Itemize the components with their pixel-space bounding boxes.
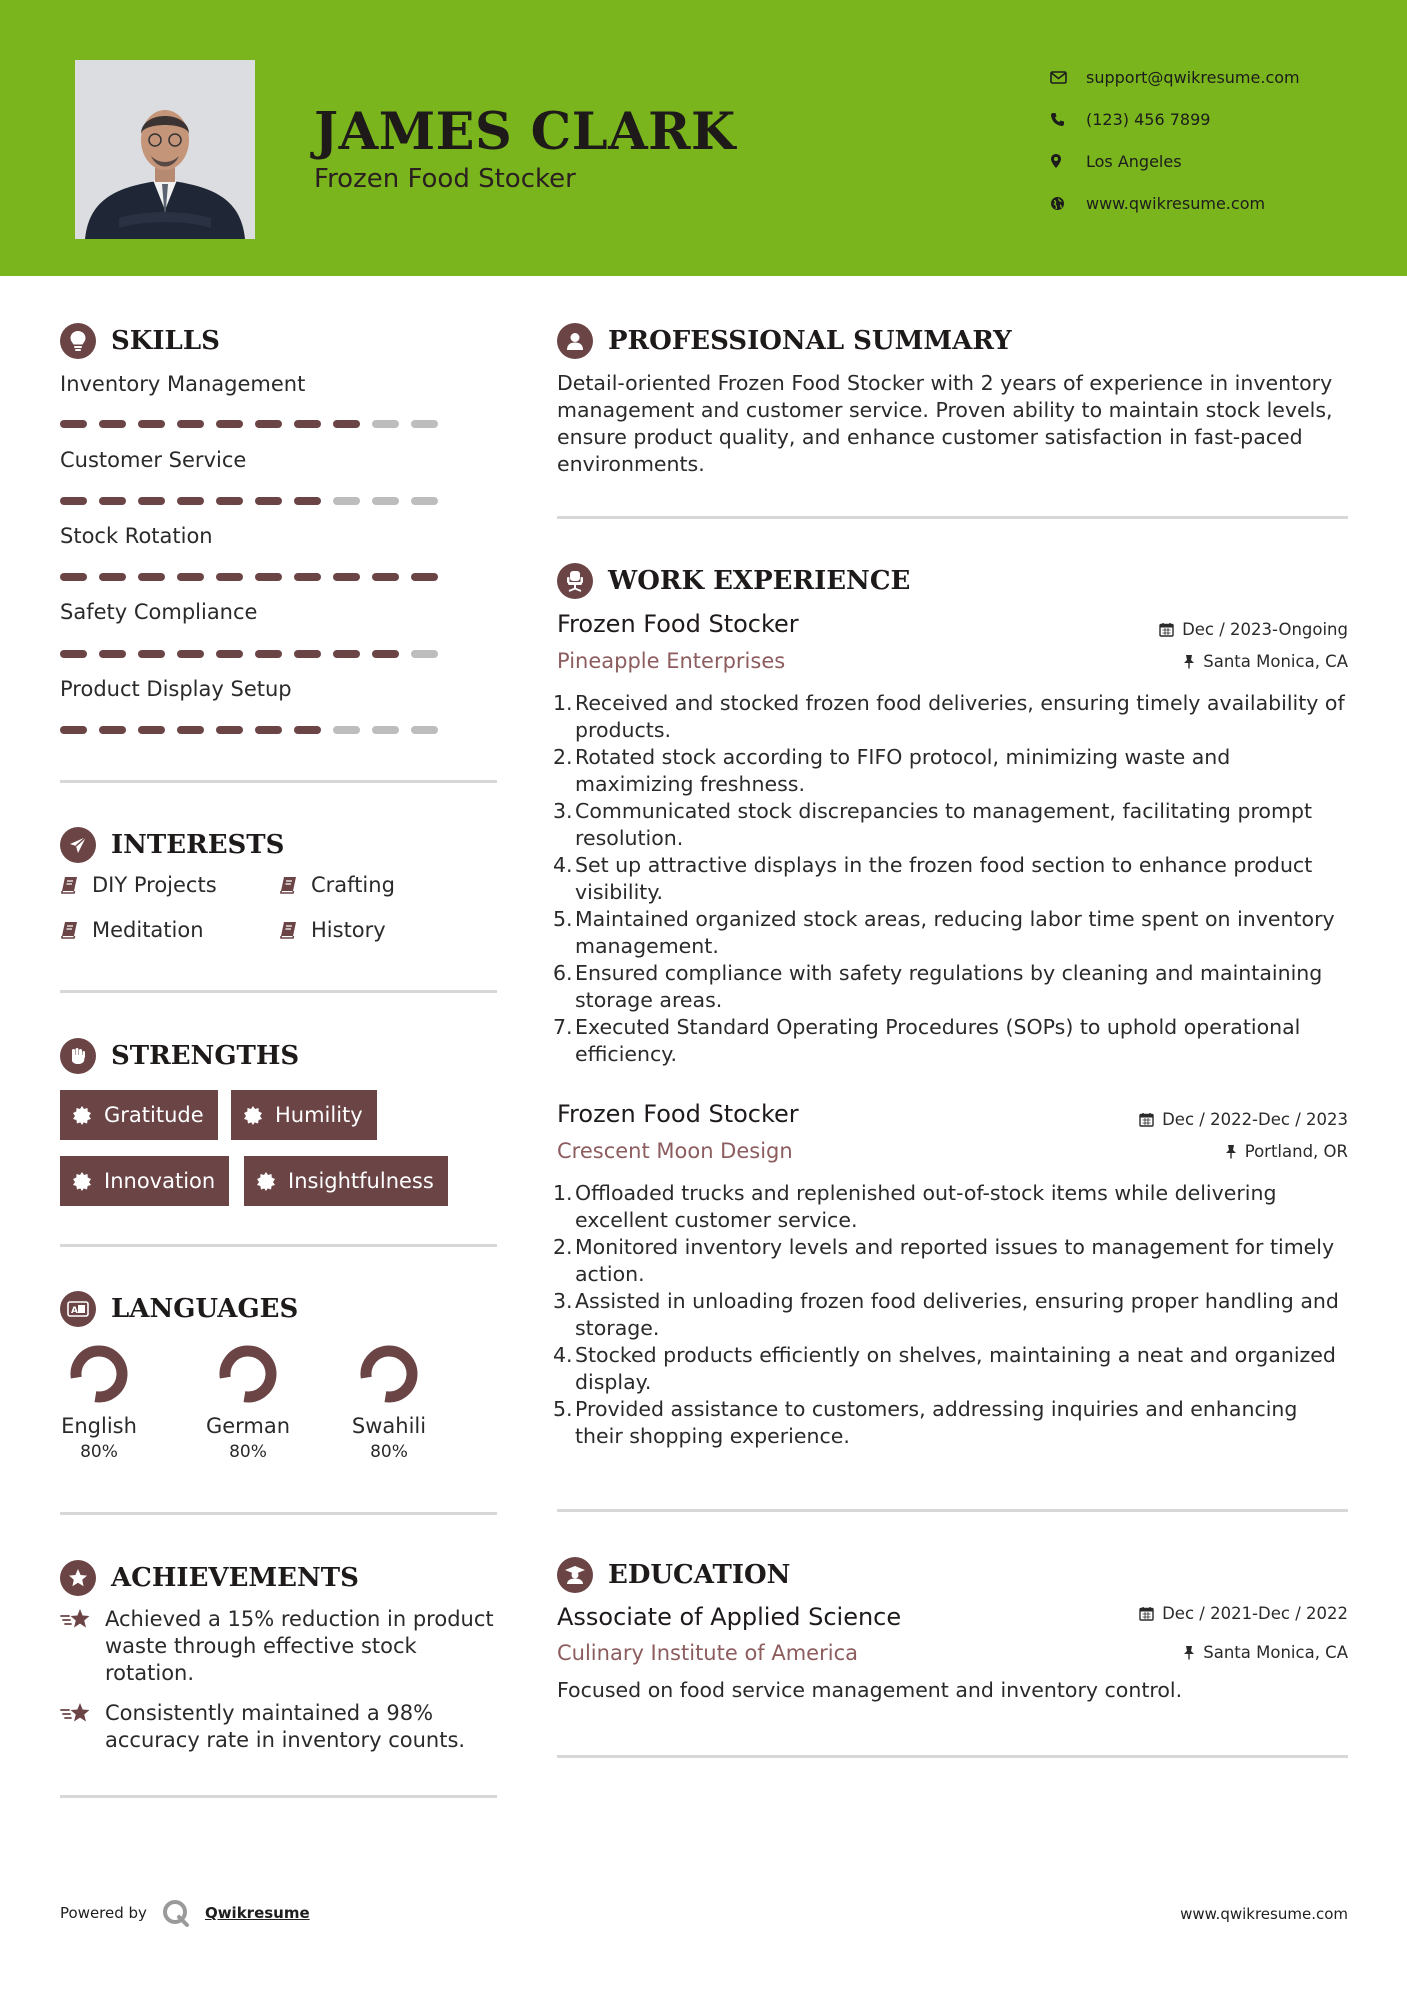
skill-level-segment <box>294 497 321 505</box>
strength-chip: Gratitude <box>60 1090 218 1140</box>
section-divider <box>60 1795 497 1798</box>
section-divider <box>60 990 497 993</box>
section-divider <box>60 780 497 783</box>
skill-level-segment <box>138 650 165 658</box>
education-heading: EDUCATION <box>557 1557 790 1593</box>
achievement-item: Achieved a 15% reduction in product waste through effective stock rotation. <box>60 1606 500 1687</box>
interest-item: History <box>279 918 386 942</box>
skill-level-segment <box>294 573 321 581</box>
degree-title: Associate of Applied Science <box>557 1603 902 1631</box>
skill-level-segment <box>372 420 399 428</box>
calendar-icon <box>1139 1606 1154 1621</box>
book-icon <box>60 875 80 895</box>
list-item: Assisted in unloading frozen food deliveries, ensuring proper handling and storage. <box>575 1289 1339 1340</box>
skill-level-segment <box>411 650 438 658</box>
skill-level-segment <box>294 420 321 428</box>
skill-level-segment <box>60 573 87 581</box>
section-divider <box>60 1512 497 1515</box>
contact-website[interactable]: www.qwikresume.com <box>1050 182 1380 224</box>
contact-email[interactable]: support@qwikresume.com <box>1050 56 1380 98</box>
svg-text:A: A <box>71 1306 78 1316</box>
skill-level-bar <box>60 497 450 505</box>
skill-level-segment <box>216 420 243 428</box>
interest-item: Meditation <box>60 918 204 942</box>
contact-location: Los Angeles <box>1050 140 1380 182</box>
job-duties-list <box>575 690 1350 1068</box>
pushpin-icon <box>1183 654 1195 669</box>
skill-level-segment <box>99 650 126 658</box>
company-name: Crescent Moon Design <box>557 1139 793 1163</box>
experience-heading: WORK EXPERIENCE <box>557 563 910 599</box>
fist-icon <box>60 1038 96 1074</box>
job-location: Portland, OR <box>1225 1142 1348 1161</box>
skill-level-segment <box>294 726 321 734</box>
user-icon <box>557 323 593 359</box>
strength-chip: Humility <box>231 1090 377 1140</box>
skill-level-segment <box>60 650 87 658</box>
job-dates: Dec / 2022-Dec / 2023 <box>1139 1110 1348 1129</box>
language-item: German 80% <box>188 1344 308 1462</box>
list-item: Executed Standard Operating Procedures (SOPs) to uphold operational efficiency. <box>575 1015 1301 1066</box>
list-item: Offloaded trucks and replenished out-of-stock items while delivering excellent customer service. <box>575 1181 1277 1232</box>
skill-level-segment <box>177 573 204 581</box>
calendar-icon <box>1139 1112 1154 1127</box>
skill-level-bar <box>60 420 450 428</box>
skill-name: Product Display Setup <box>60 677 292 701</box>
achievement-item: Consistently maintained a 98% accuracy rate in inventory counts. <box>60 1700 500 1754</box>
languages-heading: A LANGUAGES <box>60 1291 298 1327</box>
badge-icon <box>256 1171 276 1191</box>
footer-url[interactable]: www.qwikresume.com <box>1180 1905 1348 1923</box>
skill-level-segment <box>177 650 204 658</box>
skill-level-segment <box>99 726 126 734</box>
skill-level-segment <box>99 420 126 428</box>
footer-powered-by: Powered by Qwikresume <box>60 1898 310 1928</box>
envelope-icon <box>1050 71 1086 84</box>
job-location: Santa Monica, CA <box>1183 652 1348 671</box>
graduate-icon <box>557 1557 593 1593</box>
qwikresume-link[interactable]: Qwikresume <box>204 1904 310 1922</box>
education-location: Santa Monica, CA <box>1183 1643 1348 1662</box>
list-item: Stocked products efficiently on shelves, maintaining a neat and organized display. <box>575 1343 1336 1394</box>
skill-level-segment <box>372 573 399 581</box>
strength-chip: Innovation <box>60 1156 229 1206</box>
school-name: Culinary Institute of America <box>557 1641 858 1665</box>
skill-level-segment <box>411 726 438 734</box>
paper-plane-icon <box>60 827 96 863</box>
job-duties-list <box>575 1180 1350 1450</box>
skill-level-segment <box>333 650 360 658</box>
office-chair-icon <box>557 563 593 599</box>
list-item: Communicated stock discrepancies to management, facilitating prompt resolution. <box>575 799 1312 850</box>
skill-name: Inventory Management <box>60 372 306 396</box>
skill-level-segment <box>216 573 243 581</box>
star-badge-icon <box>60 1560 96 1596</box>
list-item: Provided assistance to customers, addressing inquiries and enhancing their shopping experience. <box>575 1397 1298 1448</box>
skill-level-segment <box>411 420 438 428</box>
skill-level-segment <box>138 726 165 734</box>
skill-level-segment <box>333 573 360 581</box>
skills-heading: SKILLS <box>60 323 220 359</box>
contact-phone[interactable]: (123) 456 7899 <box>1050 98 1380 140</box>
skill-level-segment <box>177 497 204 505</box>
job-title: Frozen Food Stocker <box>557 610 799 638</box>
summary-text: Detail-oriented Frozen Food Stocker with 2 years of experience in inventory management and customer service. Proven ability to maintain stock levels, ensure product quality, and enhance customer satisfaction in fast-paced environments. <box>557 371 1333 476</box>
phone-icon <box>1050 112 1086 127</box>
interests-heading: INTERESTS <box>60 827 284 863</box>
skill-level-segment <box>138 573 165 581</box>
language-proficiency-ring <box>218 1344 278 1404</box>
language-item: Swahili 80% <box>329 1344 449 1462</box>
list-item: Monitored inventory levels and reported issues to management for timely action. <box>575 1235 1335 1286</box>
qwikresume-logo-icon <box>161 1898 191 1928</box>
skill-level-segment <box>60 420 87 428</box>
skill-level-segment <box>333 726 360 734</box>
job-dates: Dec / 2023-Ongoing <box>1159 620 1348 639</box>
skill-level-segment <box>255 497 282 505</box>
badge-icon <box>72 1105 92 1125</box>
education-description: Focused on food service management and inventory control. <box>557 1678 1183 1702</box>
skill-level-bar <box>60 726 450 734</box>
skill-level-segment <box>255 573 282 581</box>
skill-level-segment <box>372 726 399 734</box>
list-item: Ensured compliance with safety regulations by cleaning and maintaining storage areas. <box>575 961 1323 1012</box>
pushpin-icon <box>1183 1645 1195 1660</box>
book-icon <box>60 920 80 940</box>
strengths-heading: STRENGTHS <box>60 1038 299 1074</box>
list-item: Rotated stock according to FIFO protocol, minimizing waste and maximizing freshness. <box>575 745 1231 796</box>
contact-list <box>1050 56 1380 224</box>
interest-item: DIY Projects <box>60 873 217 897</box>
badge-icon <box>243 1105 263 1125</box>
profile-photo <box>75 60 255 239</box>
skill-level-segment <box>99 497 126 505</box>
skill-level-segment <box>372 497 399 505</box>
section-divider <box>557 1509 1348 1512</box>
globe-icon <box>1050 196 1086 211</box>
skill-name: Safety Compliance <box>60 600 258 624</box>
candidate-title: Frozen Food Stocker <box>314 164 576 194</box>
skill-level-segment <box>138 420 165 428</box>
shooting-star-icon <box>60 1700 105 1754</box>
shooting-star-icon <box>60 1606 105 1687</box>
skill-level-segment <box>216 650 243 658</box>
section-divider <box>60 1244 497 1247</box>
skill-name: Stock Rotation <box>60 524 213 548</box>
skill-level-bar <box>60 650 450 658</box>
skill-level-segment <box>255 650 282 658</box>
lightbulb-icon <box>60 323 96 359</box>
skill-level-segment <box>99 573 126 581</box>
book-icon <box>279 875 299 895</box>
language-item: English 80% <box>39 1344 159 1462</box>
badge-icon <box>72 1171 92 1191</box>
skill-level-segment <box>177 420 204 428</box>
skill-level-segment <box>411 497 438 505</box>
skill-level-segment <box>255 420 282 428</box>
skill-level-segment <box>333 420 360 428</box>
skill-level-segment <box>372 650 399 658</box>
skill-level-segment <box>216 726 243 734</box>
skill-level-segment <box>294 650 321 658</box>
translate-icon <box>60 1291 96 1327</box>
skill-level-segment <box>60 726 87 734</box>
map-pin-icon <box>1050 153 1086 169</box>
section-divider <box>557 516 1348 519</box>
achievements-heading: ACHIEVEMENTS <box>60 1560 359 1596</box>
list-item: Set up attractive displays in the frozen food section to enhance product visibility. <box>575 853 1313 904</box>
list-item: Received and stocked frozen food deliveries, ensuring timely availability of products. <box>575 691 1345 742</box>
education-dates: Dec / 2021-Dec / 2022 <box>1139 1604 1348 1623</box>
skill-level-bar <box>60 573 450 581</box>
interest-item: Crafting <box>279 873 395 897</box>
skill-level-segment <box>411 573 438 581</box>
resume-header <box>0 0 1407 276</box>
skill-level-segment <box>333 497 360 505</box>
company-name: Pineapple Enterprises <box>557 649 786 673</box>
list-item: Maintained organized stock areas, reducing labor time spent on inventory management. <box>575 907 1335 958</box>
candidate-name: JAMES CLARK <box>314 102 736 162</box>
skill-level-segment <box>177 726 204 734</box>
summary-heading: PROFESSIONAL SUMMARY <box>557 323 1012 359</box>
calendar-icon <box>1159 622 1174 637</box>
strength-chip: Insightfulness <box>244 1156 448 1206</box>
job-title: Frozen Food Stocker <box>557 1100 799 1128</box>
skill-level-segment <box>60 497 87 505</box>
section-divider <box>557 1755 1348 1758</box>
language-proficiency-ring <box>359 1344 419 1404</box>
skill-level-segment <box>216 497 243 505</box>
skill-name: Customer Service <box>60 448 247 472</box>
skill-level-segment <box>138 497 165 505</box>
language-proficiency-ring <box>69 1344 129 1404</box>
skill-level-segment <box>255 726 282 734</box>
pushpin-icon <box>1225 1144 1237 1159</box>
book-icon <box>279 920 299 940</box>
